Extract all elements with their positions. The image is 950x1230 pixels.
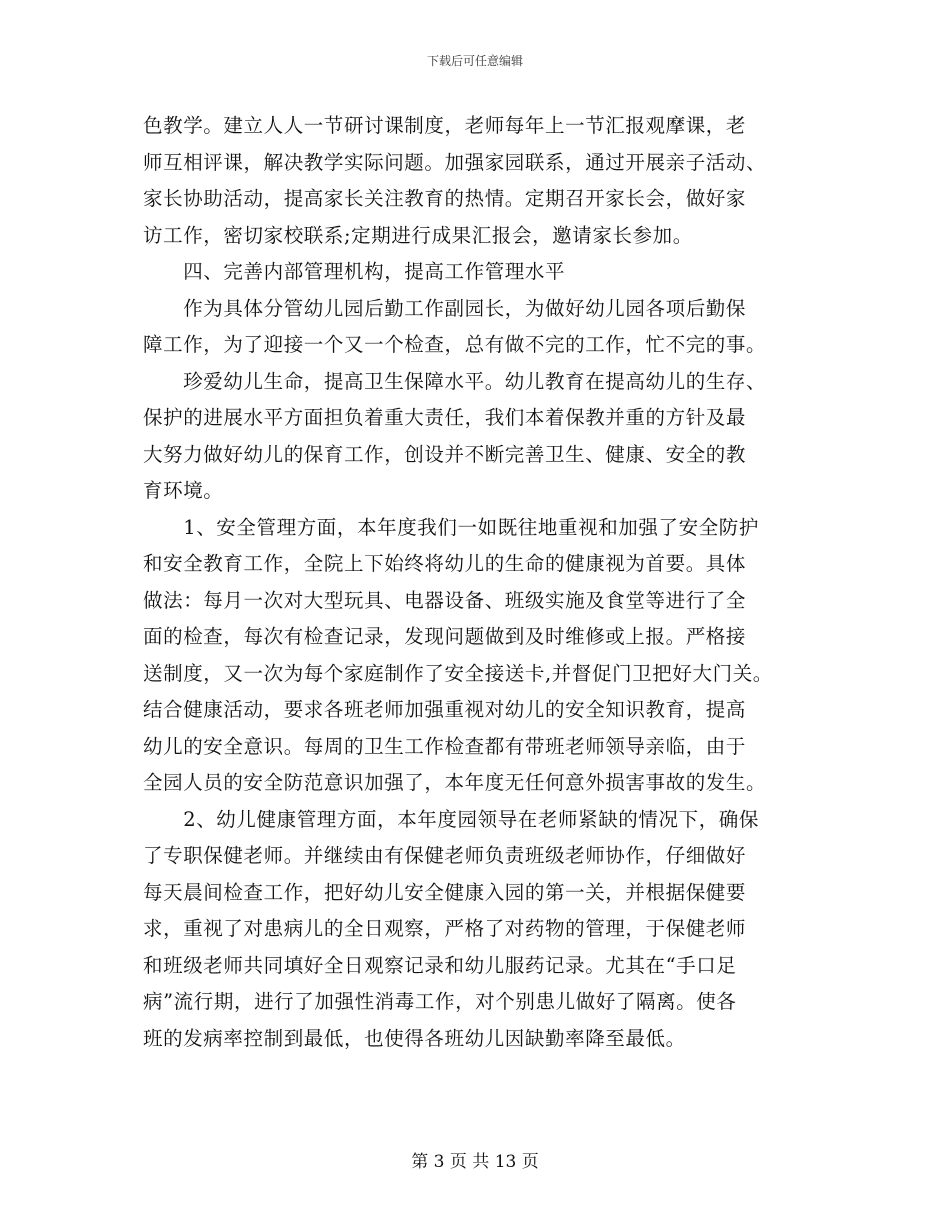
text-line: 作为具体分管幼儿园后勤工作副园长，为做好幼儿园各项后勤保 — [143, 296, 747, 320]
text-line: 结合健康活动，要求各班老师加强重视对幼儿的安全知识教育，提高 — [143, 698, 747, 721]
text-line: 病”流行期，进行了加强性消毒工作，对个别患儿做好了隔离。使各 — [143, 990, 737, 1013]
text-line: 2、幼儿健康管理方面，本年度园领导在老师紧缺的情况下，确保 — [143, 807, 760, 831]
section-heading: 四、完善内部管理机构，提高工作管理水平 — [143, 260, 566, 283]
text-line: 了专职保健老师。并继续由有保健老师负责班级老师协作，仔细做好 — [143, 844, 747, 867]
text-line: 珍爱幼儿生命，提高卫生保障水平。幼儿教育在提高幼儿的生存、 — [143, 369, 767, 393]
page-header: 下载后可任意编辑 — [426, 54, 523, 68]
text-line: 师互相评课，解决教学实际问题。加强家园联系，通过开展亲子活动、 — [143, 150, 767, 174]
page-footer: 第 3 页 共 13 页 — [411, 1152, 539, 1172]
text-line: 求，重视了对患病儿的全日观察，严格了对药物的管理，于保健老师 — [143, 917, 747, 940]
text-line: 访工作，密切家校联系;定期进行成果汇报会，邀请家长参加。 — [143, 223, 693, 247]
text-line: 保护的进展水平方面担负着重大责任，我们本着保教并重的方针及最 — [143, 406, 747, 429]
text-line: 障工作，为了迎接一个又一个检查，总有做不完的工作，忙不完的事。 — [143, 333, 767, 356]
text-line: 班的发病率控制到最低，也使得各班幼儿因缺勤率降至最低。 — [143, 1026, 686, 1050]
text-line: 做法：每月一次对大型玩具、电器设备、班级实施及食堂等进行了全 — [143, 588, 747, 612]
text-line: 每天晨间检查工作，把好幼儿安全健康入园的第一关，并根据保健要 — [143, 880, 747, 904]
text-line: 家长协助活动，提高家长关注教育的热情。定期召开家长会，做好家 — [143, 187, 747, 210]
text-line: 育环境。 — [143, 479, 224, 502]
body-text — [143, 108, 811, 1057]
text-line: 大努力做好幼儿的保育工作，创设并不断完善卫生、健康、安全的教 — [143, 442, 747, 466]
text-line: 和安全教育工作，全院上下始终将幼儿的生命的健康视为首要。具体 — [143, 552, 747, 575]
text-line: 面的检查，每次有检查记录，发现问题做到及时维修或上报。严格接 — [143, 625, 747, 648]
text-line: 全园人员的安全防范意识加强了，本年度无任何意外损害事故的发生。 — [143, 771, 767, 794]
text-line: 送制度，又一次为每个家庭制作了安全接送卡,并督促门卫把好大门关。 — [143, 661, 773, 685]
text-line: 色教学。建立人人一节研讨课制度，老师每年上一节汇报观摩课，老 — [143, 114, 747, 137]
text-line: 和班级老师共同填好全日观察记录和幼儿服药记录。尤其在“手口足 — [143, 953, 737, 977]
text-line: 1、安全管理方面，本年度我们一如既往地重视和加强了安全防护 — [143, 515, 760, 539]
text-line: 幼儿的安全意识。每周的卫生工作检查都有带班老师领导亲临，由于 — [143, 734, 747, 758]
